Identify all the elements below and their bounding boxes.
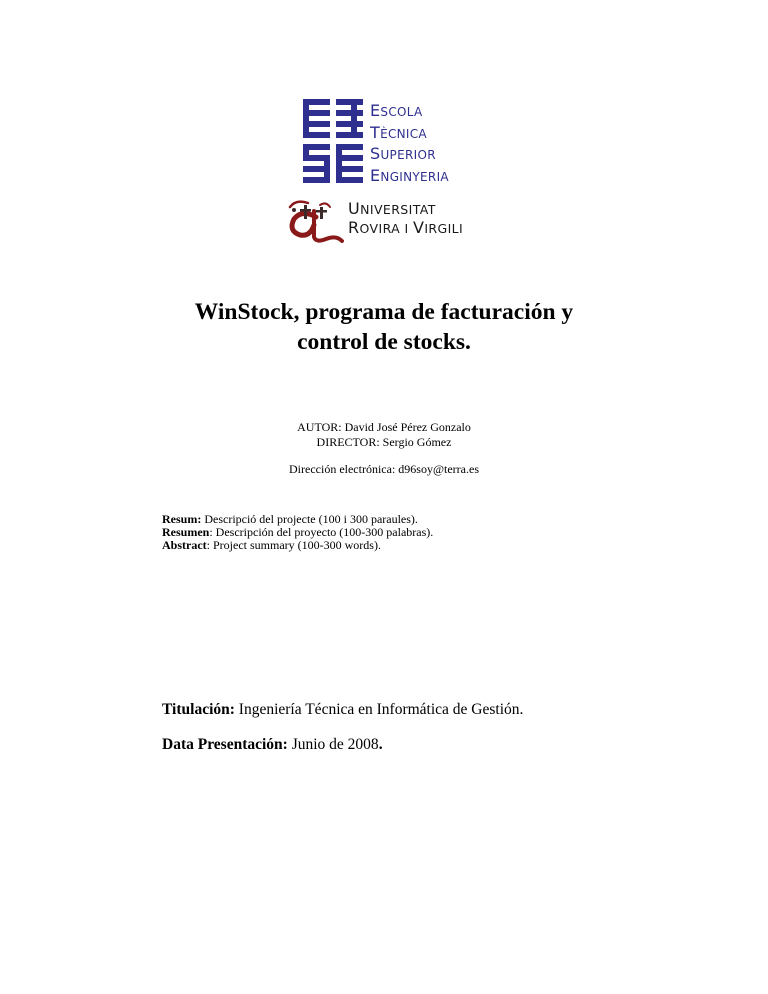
title-line-2: control de stocks. xyxy=(297,329,471,355)
etse-word-enginyeria: ENGINYERIA xyxy=(370,165,449,185)
etse-logo-text xyxy=(370,101,449,187)
etse-logo xyxy=(303,99,463,189)
director-line: DIRECTOR: Sergio Gómez xyxy=(316,435,452,449)
presentation-line xyxy=(162,736,383,754)
summary-resum-text: Descripció del projecte (100 i 300 paraules). xyxy=(201,512,418,526)
etse-word-superior: SUPERIOR xyxy=(370,144,436,163)
presentation-label: Data Presentación: xyxy=(162,736,288,753)
degree-value: Ingeniería Técnica en Informática de Gestión. xyxy=(234,701,524,718)
urv-logo-text xyxy=(348,200,463,238)
author-block xyxy=(184,420,584,450)
urv-line-universitat: UNIVERSITAT xyxy=(348,199,436,218)
etse-logo-mark xyxy=(303,99,363,187)
summary-abstract-text: : Project summary (100-300 words). xyxy=(206,538,381,552)
urv-line-rovira-virgili: ROVIRA I VIRGILI xyxy=(348,218,464,237)
summary-resum-label: Resum: xyxy=(162,512,202,526)
summary-abstract xyxy=(162,539,433,552)
summary-block xyxy=(162,513,433,552)
summary-resumen-label: Resumen xyxy=(162,525,210,539)
email-line: Dirección electrónica: d96soy@terra.es xyxy=(289,462,479,476)
degree-line xyxy=(162,701,523,719)
document-title xyxy=(120,297,648,357)
presentation-suffix: . xyxy=(378,736,383,753)
summary-resumen-text: : Descripción del proyecto (100-300 palabras). xyxy=(209,525,434,539)
summary-abstract-label: Abstract xyxy=(162,538,207,552)
presentation-value: Junio de 2008 xyxy=(287,736,379,753)
urv-logo xyxy=(286,197,496,247)
etse-word-escola: ESCOLA xyxy=(370,101,423,120)
title-line-1: WinStock, programa de facturación y xyxy=(194,299,574,325)
degree-label: Titulación: xyxy=(162,701,235,718)
urv-logo-mark xyxy=(286,197,344,245)
etse-word-tecnica: TÈCNICA xyxy=(370,122,427,142)
author-line: AUTOR: David José Pérez Gonzalo xyxy=(297,420,471,434)
